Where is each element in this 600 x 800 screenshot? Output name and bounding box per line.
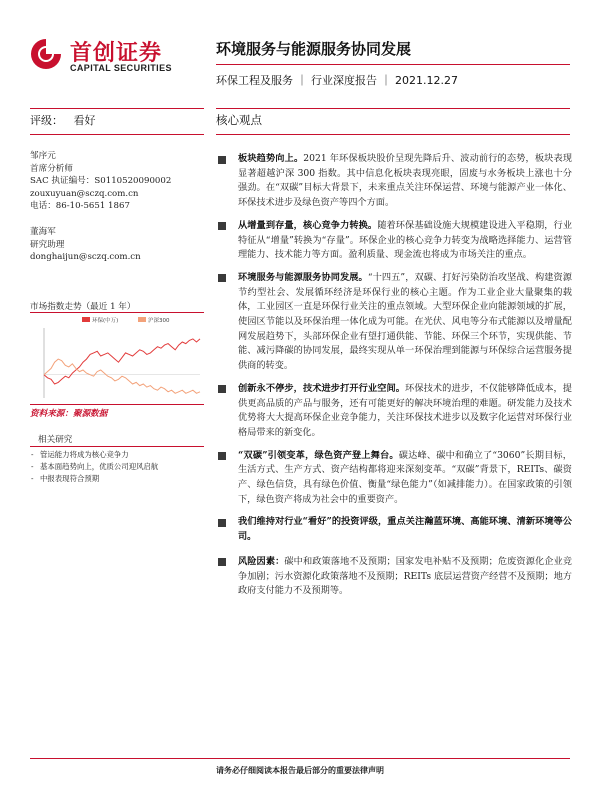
point-text: 碳中和政策落地不及预期；国家发电补贴不及预期；危废资源化企业竞争加剧；污水资源化政策落地不及预期；REITs 底层运营资产经营不及预期；地方政府支付能力不及预期等。 [238,555,573,597]
bullet-square-icon [218,558,226,566]
rating-label: 评级： [30,114,63,127]
right-divider-2 [216,134,570,135]
chart-title: 市场指数走势（最近 1 年） [30,302,136,312]
point-text: 2021 年环保板块股价呈现先降后升、波动前行的态势，板块表现显著超越沪深 300 指数。其中信息化板块表现亮眼，固废与水务板块上涨也十分强劲。在“双碳”目标大背景下，未来重点关注环保运营、环境与能源产业一体化、环保技术进步及绿色资产等四个方面。 [238,153,573,209]
point-innovation [216,382,572,441]
bullet-square-icon [218,274,226,282]
analyst-title: 研究助理 [30,239,65,250]
company-logo [30,36,200,76]
chart-divider [30,312,204,313]
bullet-square-icon [218,452,226,460]
index-chart [30,314,204,404]
analyst-name: 董海军 [30,227,56,237]
report-title: 环境服务与能源服务协同发展 [216,40,412,58]
bullet-square-icon [218,385,226,393]
analyst-phone: 电话：86-10-5651 1867 [30,201,130,212]
related-title: 相关研究 [38,435,73,445]
point-risks [216,555,572,599]
point-text: “十四五”，双碳、打好污染防治攻坚战、构建资源节约型社会、发展循环经济是环保行业的核心主题。作为工业企业大量聚集的载体，工业园区一直是环保行业关注的重点领域。大型环保企业向能源领域的扩展，使园区节能以及环保治理一体化成为可能。在光伏、风电等分布式能源以及增量配网发展趋势下，头部环保企业有望打通供能、节能、环保三个环节，实现供能、节能、减污降碳的协同发展，最终实现从单一环保治理到能源与环保综合运营服务提供商的转变。 [238,271,572,372]
analyst-cert: SAC 执证编号：S0110520090002 [30,176,172,187]
point-competitiveness [216,219,572,263]
chart-legend-label: 环保(中万) [92,318,119,324]
right-divider [216,108,570,109]
point-synergy [216,271,572,374]
chart-legend-swatch [138,317,146,322]
logo-mark-icon [30,38,62,70]
bullet-square-icon [218,222,226,230]
analyst-email[interactable]: donghaijun@sczq.com.cn [30,252,141,263]
point-rating [216,515,572,544]
chart-series-line-1 [44,359,200,393]
rating-value: 看好 [73,114,96,127]
analyst-1 [30,150,171,213]
chart-legend-swatch [82,317,90,322]
data-source: 资料来源：聚源数据 [30,409,108,419]
related-divider [30,446,204,447]
point-text: 碳达峰、碳中和确立了“3060”长期目标，生活方式、生产方式、资产结构都将迎来深刻变革。“双碳”背景下，REITs、碳资产、绿色信贷，具有绿色价值、衡量“绿色能力”（如减排能力）。在国家政策的引领下，绿色资产将成为社会中的重要资产。 [238,449,572,505]
analyst-email[interactable]: zouxuyuan@sczq.com.cn [30,188,139,199]
footer-divider [30,758,570,759]
point-text: 随着环保基础设施大规模建设进入平稳期，行业特征从“增量”转换为“存量”。环保企业的核心竞争力转变为战略选择能力、运营管理能力、技术能力等方面。盈利质量、现金流也将成为市场关注的重点。 [238,219,573,261]
header-divider [216,64,570,65]
logo-text-cn: 首创证券 [70,41,163,66]
left-divider-2 [30,134,204,135]
bullet-square-icon [218,519,226,527]
point-text: 环保技术的进步，不仅能够降低成本，提供更高品质的产品与服务，还有可能更好的解决环境治理的难题。研发能力及技术优势将大大提高环保企业竞争能力，关注环保技术进步以及数字化运营对环保行业格局带来的新变化。 [238,382,572,438]
legal-notice: 请务必仔细阅读本报告最后部分的重要法律声明 [216,765,384,775]
point-dual-carbon [216,449,572,508]
point-title: 板块趋势向上。 [238,153,304,164]
left-divider [30,108,204,109]
related-item[interactable]: - 管运能力将成为核心竞争力 [30,449,204,461]
core-view-title: 核心观点 [216,113,262,127]
point-title: 风险因素： [238,555,285,567]
point-title: 我们维持对行业“看好”的投资评级，重点关注瀚蓝环境、高能环境、清新环境等公司。 [238,516,572,543]
chart-divider-bottom [30,404,204,405]
point-title: “双碳”引领变革，绿色资产登上舞台。 [238,449,399,461]
related-item[interactable]: - 基本面趋势向上，优质公司迎风启航 [30,461,204,473]
analyst-title: 首席分析师 [30,163,73,174]
point-sector-trend [216,152,572,211]
report-subtitle: 环保工程及服务 ｜ 行业深度报告 ｜ 2021.12.27 [216,74,458,87]
core-points [216,152,572,607]
point-title: 环境服务与能源服务协同发展。 [238,271,368,283]
chart-series-line-0 [44,339,200,384]
logo-text-en: CAPITAL SECURITIES [70,63,172,73]
related-item[interactable]: - 中报表现符合预期 [30,473,204,485]
analyst-2 [30,226,141,264]
index-chart-svg [30,314,204,404]
chart-legend-label: 沪深300 [148,318,170,324]
related-list [30,449,204,486]
bullet-square-icon [218,156,226,164]
analyst-name: 邹序元 [30,151,56,161]
rating [30,112,96,128]
point-title: 创新永不停步，技术进步打开行业空间。 [238,382,406,394]
point-title: 从增量到存量，核心竞争力转换。 [238,219,378,231]
